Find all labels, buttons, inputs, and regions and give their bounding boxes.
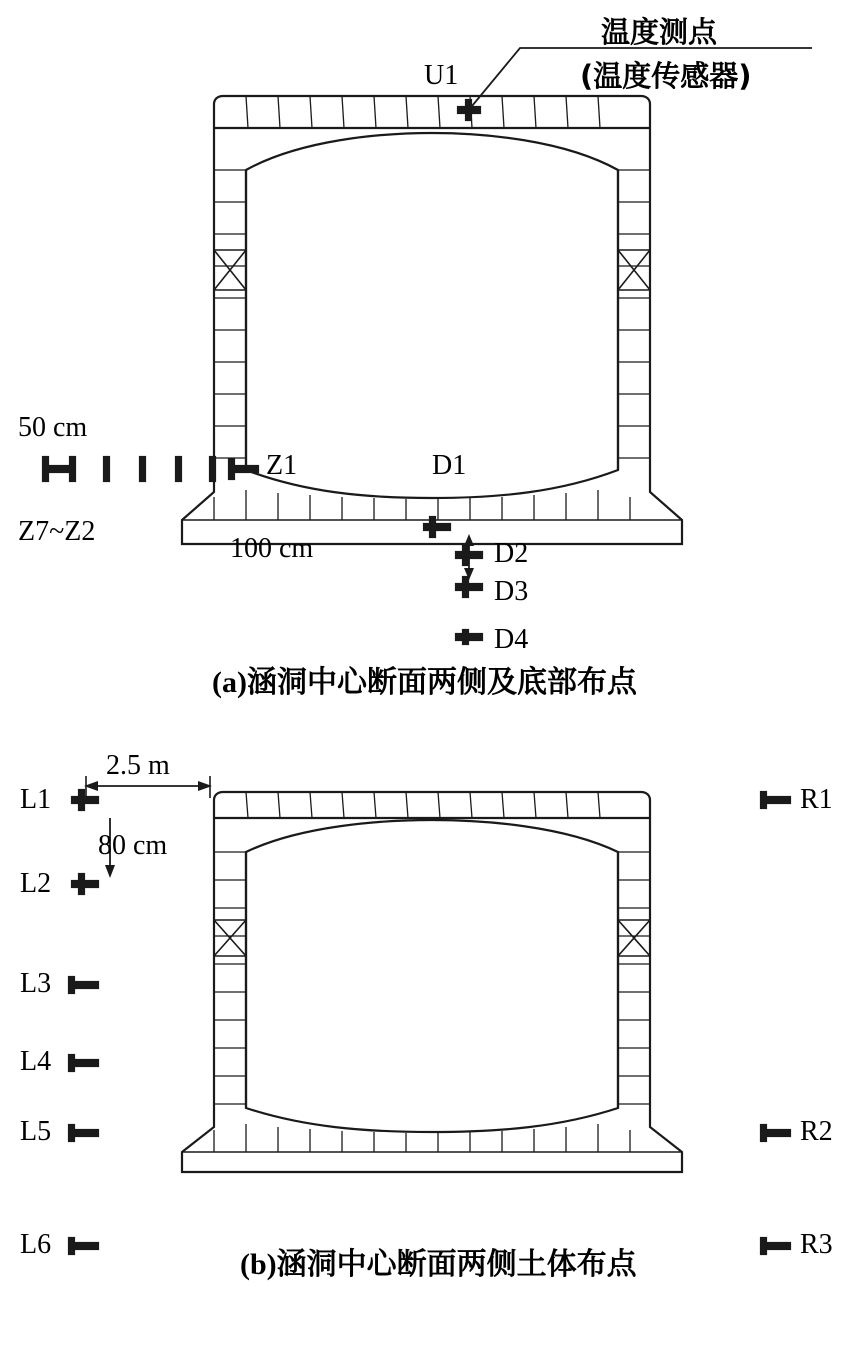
dimension-label-100cm: 100 cm <box>230 533 314 564</box>
sensor-label-l3: L3 <box>20 968 52 999</box>
sensor-label-l6: L6 <box>20 1229 52 1260</box>
sensor-label-d3: D3 <box>494 576 529 607</box>
sensor-label-d4: D4 <box>494 624 529 655</box>
sensor-label-z7-z2: Z7~Z2 <box>18 516 96 547</box>
sensor-label-u1: U1 <box>424 60 459 91</box>
dimension-label-80cm: 80 cm <box>98 830 168 861</box>
sensor-label-d1: D1 <box>432 450 467 481</box>
sensor-label-l1: L1 <box>20 784 52 815</box>
sensor-label-r3: R3 <box>800 1229 833 1260</box>
sensor-label-l5: L5 <box>20 1116 52 1147</box>
dimension-label-2p5m: 2.5 m <box>106 750 170 781</box>
sensor-label-l4: L4 <box>20 1046 52 1077</box>
annotation-temperature-point-line2: (温度传感器) <box>580 59 752 93</box>
dimension-label-50cm: 50 cm <box>18 412 88 443</box>
sensor-label-z1: Z1 <box>266 450 298 481</box>
sensor-label-d2: D2 <box>494 538 529 569</box>
panel-a-caption: (a)涵洞中心断面两侧及底部布点 <box>212 666 637 699</box>
sensor-label-l2: L2 <box>20 868 52 899</box>
sensor-label-r1: R1 <box>800 784 833 815</box>
sensor-label-r2: R2 <box>800 1116 833 1147</box>
panel-b-caption: (b)涵洞中心断面两侧土体布点 <box>240 1248 637 1281</box>
annotation-temperature-point-line1: 温度测点 <box>601 15 718 49</box>
panel-b-culvert <box>182 792 682 1172</box>
